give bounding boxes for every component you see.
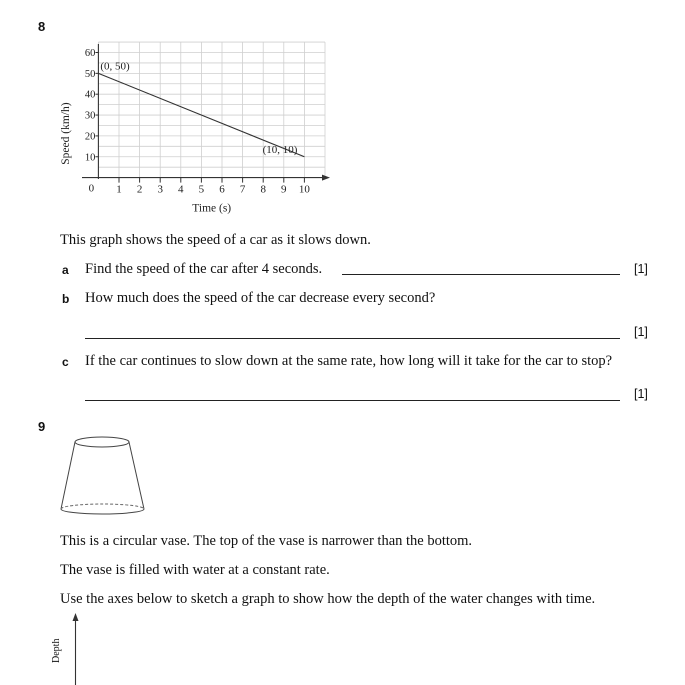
y-tick-label: 50 bbox=[84, 68, 96, 80]
y-tick-label: 60 bbox=[84, 48, 96, 59]
question-9-line-1: This is a circular vase. The top of the vase is narrower than the bottom. bbox=[60, 533, 473, 549]
x-tick-label: 10 bbox=[298, 183, 310, 196]
question-8-intro: This graph shows the speed of a car as it slows down. bbox=[60, 232, 371, 248]
chart-grid bbox=[98, 42, 325, 178]
point-annotation: (0, 50) bbox=[100, 60, 130, 73]
part-a-answer-line[interactable] bbox=[342, 274, 620, 275]
x-axis-arrow bbox=[322, 175, 330, 181]
part-a-letter: a bbox=[62, 263, 69, 277]
y-axis-label: Speed (km/h) bbox=[60, 102, 72, 165]
vase-top-rim bbox=[75, 437, 129, 447]
part-b-letter: b bbox=[62, 292, 70, 306]
part-c-answer-line[interactable] bbox=[85, 400, 620, 401]
vase-base-front bbox=[61, 509, 144, 514]
y-tick-label: 20 bbox=[84, 131, 96, 143]
part-b-answer-line[interactable] bbox=[85, 338, 620, 339]
depth-axis-label: Depth bbox=[51, 638, 62, 663]
x-tick-label: 1 bbox=[116, 183, 122, 196]
x-tick-label: 8 bbox=[260, 183, 266, 196]
y-tick-label: 40 bbox=[84, 89, 96, 101]
part-c-mark: [1] bbox=[634, 387, 648, 401]
point-annotation: (10, 10) bbox=[262, 143, 298, 156]
vase-left-side bbox=[61, 442, 75, 509]
speed-time-chart bbox=[50, 30, 350, 235]
x-axis-label: Time (s) bbox=[192, 202, 232, 215]
x-tick-label: 4 bbox=[178, 183, 184, 196]
depth-axis-arrow bbox=[73, 613, 79, 621]
part-c-letter: c bbox=[62, 355, 69, 369]
x-tick-label: 2 bbox=[136, 183, 143, 196]
part-a-question: Find the speed of the car after 4 seconds. bbox=[85, 261, 323, 277]
question-9-line-3: Use the axes below to sketch a graph to show how the depth of the water changes with time. bbox=[60, 591, 596, 607]
question-9-line-2: The vase is filled with water at a constant rate. bbox=[60, 562, 330, 578]
part-b-question: How much does the speed of the car decrease every second? bbox=[85, 290, 436, 306]
x-tick-label: 0 bbox=[88, 182, 95, 195]
y-tick-label: 30 bbox=[84, 110, 96, 122]
part-c-question: If the car continues to slow down at the same rate, how long will it take for the car to stop? bbox=[85, 353, 613, 369]
vase-right-side bbox=[129, 442, 144, 509]
x-tick-label: 7 bbox=[239, 183, 246, 196]
question-8-number: 8 bbox=[38, 19, 46, 34]
question-9-number: 9 bbox=[38, 419, 46, 434]
vase-base-back bbox=[61, 504, 144, 509]
y-tick-label: 10 bbox=[84, 152, 96, 164]
x-tick-label: 6 bbox=[219, 183, 225, 196]
part-b-mark: [1] bbox=[634, 325, 648, 339]
vase-diagram bbox=[55, 430, 165, 520]
part-a-mark: [1] bbox=[634, 262, 648, 276]
x-tick-label: 3 bbox=[157, 183, 163, 196]
x-tick-label: 5 bbox=[198, 183, 205, 196]
x-tick-label: 9 bbox=[281, 183, 287, 196]
